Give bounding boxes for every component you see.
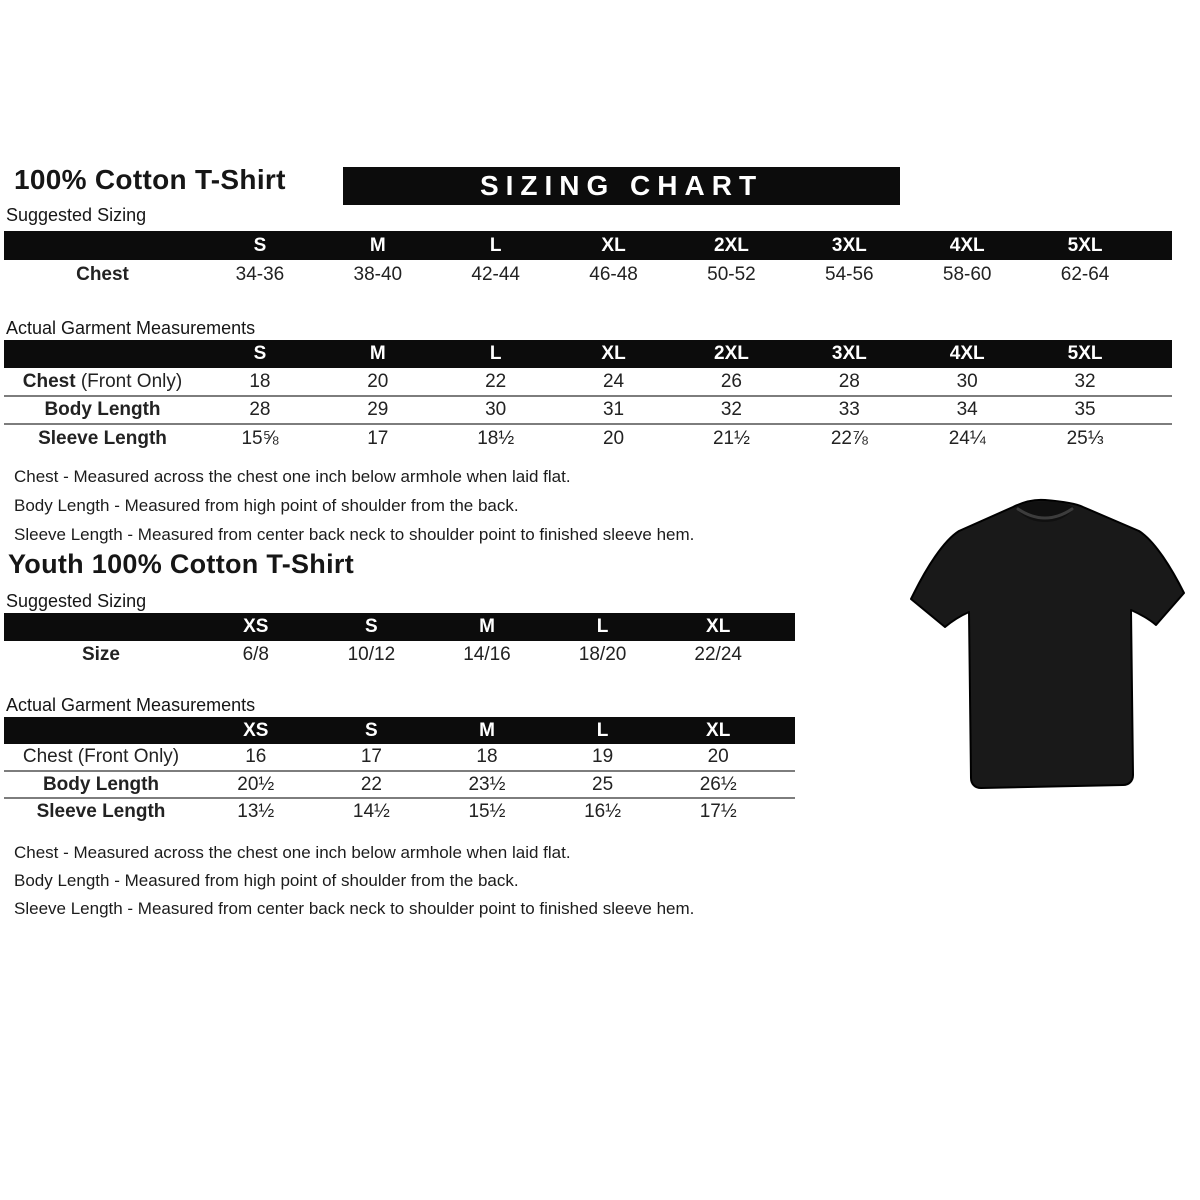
note-line: Chest - Measured across the chest one inch below armhole when laid flat. [14, 843, 571, 862]
empty-header-cell [1144, 231, 1172, 260]
row-label: Body Length [4, 396, 201, 424]
cell: 22⅞ [790, 424, 908, 452]
youth-measurement-notes [14, 839, 694, 923]
adult-actual-measurements-table [4, 340, 1172, 452]
cell [776, 744, 795, 771]
size-header: 4XL [949, 343, 985, 364]
row-label: Sleeve Length [4, 798, 198, 825]
cell: 50-52 [707, 263, 756, 285]
row-label-main: Chest [22, 370, 76, 392]
cell: 6/8 [242, 644, 269, 665]
size-header: XL [601, 234, 626, 256]
adult-measurement-notes [14, 462, 694, 549]
size-header: 2XL [714, 234, 749, 256]
size-header: M [369, 343, 386, 364]
youth-suggested-sizing-table [4, 613, 795, 669]
empty-header-cell [4, 340, 201, 368]
size-header: S [365, 616, 378, 637]
cell: 20 [367, 370, 389, 392]
table-row [4, 641, 795, 669]
size-header: L [596, 719, 609, 741]
cell: 24¼ [908, 424, 1026, 452]
cell: 15½ [429, 798, 545, 825]
table-header-row [4, 231, 1172, 260]
cell: 17 [360, 746, 382, 767]
cell: 28 [201, 396, 319, 424]
table-row [4, 260, 1172, 289]
cell: 29 [319, 396, 437, 424]
cell: 30 [956, 370, 978, 392]
cell: 42-44 [471, 263, 520, 285]
cell [1144, 260, 1172, 289]
cell: 25⅓ [1026, 424, 1144, 452]
note-line: Body Length - Measured from high point of shoulder from the back. [14, 496, 519, 515]
cell: 25 [545, 771, 661, 798]
empty-header-cell [4, 613, 198, 641]
note-line: Sleeve Length - Measured from center back neck to shoulder point to finished sleeve hem. [14, 899, 695, 918]
cell: 14/16 [463, 644, 511, 665]
black-tshirt-icon [893, 486, 1198, 806]
cell: 17½ [660, 798, 776, 825]
size-header: XS [243, 719, 269, 741]
row-label: Chest (Front Only) [22, 746, 180, 767]
empty-header-cell [4, 717, 198, 744]
youth-actual-measurements-label: Actual Garment Measurements [6, 695, 256, 715]
size-header: L [596, 616, 609, 637]
adult-suggested-sizing-label: Suggested Sizing [6, 205, 147, 225]
empty-header-cell [4, 231, 201, 260]
cell: 32 [673, 396, 791, 424]
cell: 19 [592, 746, 614, 767]
cell: 34 [908, 396, 1026, 424]
cell: 54-56 [825, 263, 874, 285]
cell: 16 [245, 746, 267, 767]
cell: 10/12 [347, 644, 396, 665]
size-header: XL [706, 616, 731, 637]
cell: 35 [1026, 396, 1144, 424]
size-header: 5XL [1067, 343, 1103, 364]
cell: 18 [476, 746, 498, 767]
row-label: Body Length [4, 771, 198, 798]
table-row [4, 424, 1172, 452]
cell: 22 [485, 370, 507, 392]
table-row [4, 396, 1172, 424]
cell: 21½ [673, 424, 791, 452]
cell [776, 641, 795, 669]
row-label: Sleeve Length [4, 424, 201, 452]
cell: 22/24 [694, 644, 742, 665]
cell: 62-64 [1060, 263, 1110, 285]
size-header: XL [601, 343, 626, 364]
size-header: XL [706, 719, 731, 741]
cell: 20 [555, 424, 673, 452]
size-header: S [253, 234, 267, 256]
cell: 33 [790, 396, 908, 424]
youth-suggested-sizing-label: Suggested Sizing [6, 591, 147, 611]
table-row [4, 368, 1172, 396]
row-label [4, 368, 201, 396]
sizing-chart-banner: SIZING CHART [343, 167, 900, 205]
size-header: S [253, 343, 267, 364]
cell: 26 [720, 370, 742, 392]
size-header: 2XL [714, 343, 749, 364]
note-line: Sleeve Length - Measured from center back neck to shoulder point to finished sleeve hem. [14, 525, 695, 544]
table-header-row [4, 613, 795, 641]
cell [776, 798, 795, 825]
cell: 23½ [429, 771, 545, 798]
row-label: Chest [76, 263, 129, 285]
size-header: 3XL [831, 234, 867, 256]
row-label-note: (Front Only) [80, 370, 183, 392]
cell: 14½ [314, 798, 430, 825]
adult-suggested-sizing-table [4, 231, 1172, 289]
cell: 18½ [437, 424, 555, 452]
size-header: L [489, 234, 502, 256]
empty-header-cell [776, 717, 795, 744]
youth-actual-measurements-table [4, 717, 795, 825]
size-header: L [489, 343, 502, 364]
cell: 18 [249, 370, 271, 392]
cell: 16½ [545, 798, 661, 825]
cell: 38-40 [353, 263, 403, 285]
note-line: Chest - Measured across the chest one inch below armhole when laid flat. [14, 467, 571, 486]
cell [1144, 396, 1172, 424]
empty-header-cell [1144, 340, 1172, 368]
size-header: M [479, 616, 495, 637]
cell: 46-48 [589, 263, 638, 285]
cell: 20 [707, 746, 729, 767]
tshirt-image [893, 486, 1198, 806]
table-header-row [4, 340, 1172, 368]
size-header: S [365, 719, 378, 741]
table-row [4, 798, 795, 825]
table-header-row [4, 717, 795, 744]
adult-title: 100% Cotton T-Shirt [14, 164, 286, 195]
cell: 30 [437, 396, 555, 424]
cell [776, 771, 795, 798]
table-row [4, 771, 795, 798]
cell: 58-60 [942, 263, 992, 285]
cell: 31 [555, 396, 673, 424]
row-label: Size [81, 644, 121, 665]
cell: 22 [314, 771, 430, 798]
adult-actual-measurements-label: Actual Garment Measurements [6, 318, 256, 338]
cell: 32 [1074, 370, 1096, 392]
size-header: 5XL [1067, 234, 1103, 256]
cell: 15⅝ [201, 424, 319, 452]
table-row [4, 744, 795, 771]
youth-title: Youth 100% Cotton T-Shirt [8, 549, 354, 579]
cell: 26½ [660, 771, 776, 798]
cell: 34-36 [235, 263, 285, 285]
cell: 13½ [198, 798, 314, 825]
cell: 28 [838, 370, 860, 392]
cell: 18/20 [578, 644, 627, 665]
size-header: XS [243, 616, 269, 637]
empty-header-cell [776, 613, 795, 641]
size-header: 3XL [831, 343, 867, 364]
cell: 17 [319, 424, 437, 452]
size-header: M [479, 719, 495, 741]
size-header: 4XL [949, 234, 985, 256]
cell [1144, 424, 1172, 452]
cell: 24 [602, 370, 625, 392]
cell: 20½ [198, 771, 314, 798]
note-line: Body Length - Measured from high point of shoulder from the back. [14, 871, 519, 890]
cell [1144, 368, 1172, 396]
size-header: M [369, 234, 386, 256]
